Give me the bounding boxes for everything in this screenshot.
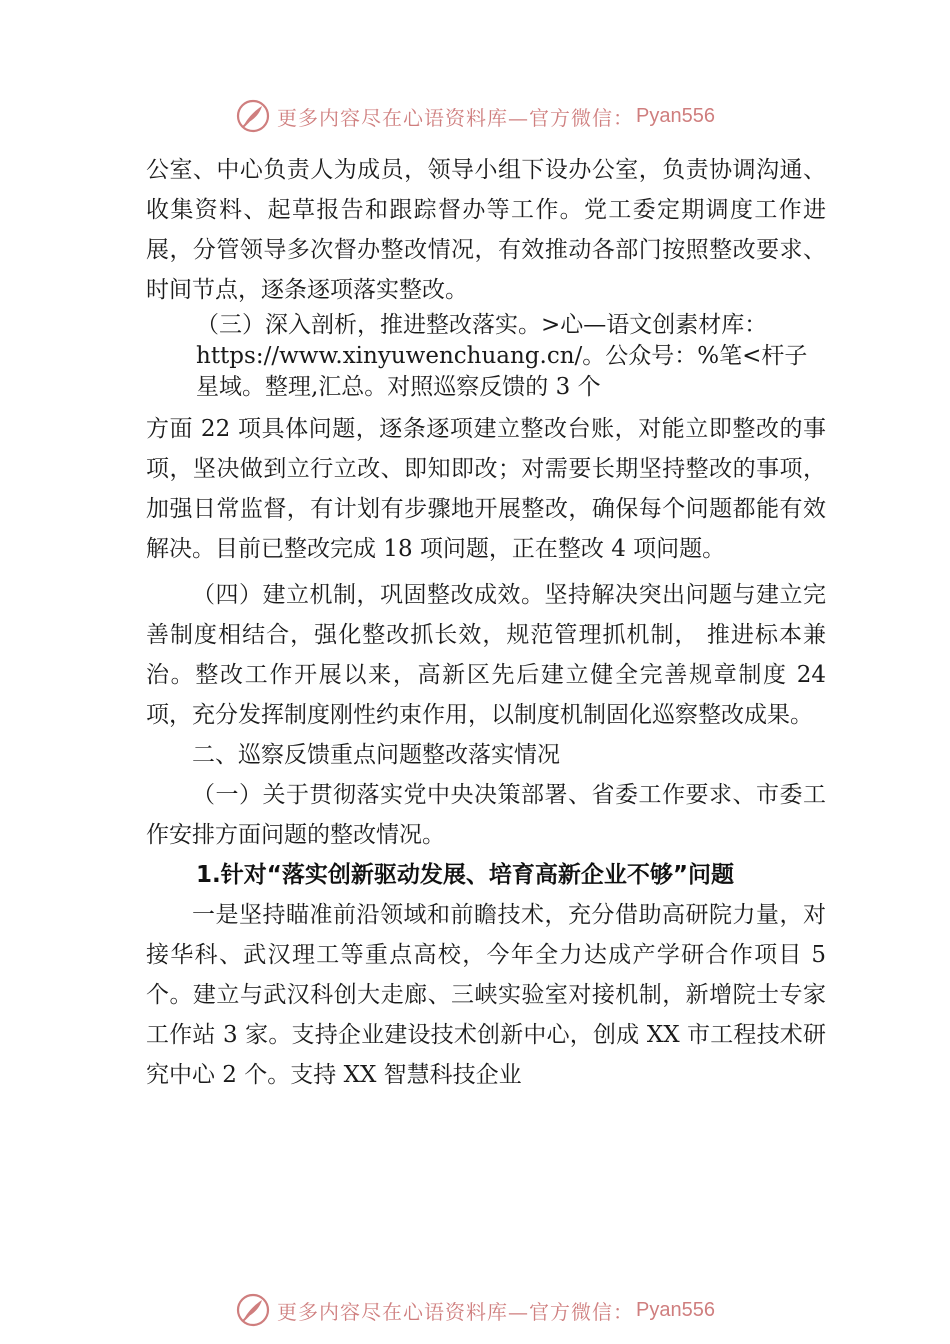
paragraph-section-three-body: 方面 22 项具体问题，逐条逐项建立整改台账，对能立即整改的事项，坚决做到立行立改、即知即改；对需要长期坚持整改的事项，加强日常监督，有计划有步骤地开展整改，确保每个问题都能有效解决。目前已整改完成 18 项问题，正在整改 4 项问题。 (146, 416, 826, 562)
paragraph-innovation-measures: 一是坚持瞄准前沿领域和前瞻技术，充分借助高研院力量，对接华科、武汉理工等重点高校，今年全力达成产学研合作项目 5 个。建立与武汉科创大走廊、三峡实验室对接机制，新增院士专家工作站 3 家。支持企业建设技术创新中心，创成 XX 市工程技术研究中心 2 个。支持 XX 智慧科技企业 (146, 902, 826, 1088)
paragraph-section-four: （四）建立机制，巩固整改成效。坚持解决突出问题与建立完善制度相结合，强化整改抓长效，规范管理抓机制， 推进标本兼治。整改工作开展以来，高新区先后建立健全完善规章制度 24 项，充分发挥制度刚性约束作用，以制度机制固化巡察整改成果。 (146, 582, 826, 728)
subsection-heading-one: （一）关于贯彻落实党中央决策部署、省委工作要求、市委工作安排方面问题的整改情况。 (146, 782, 826, 848)
quill-logo-icon (235, 98, 271, 134)
paragraph-section-three-intro: （三）深入剖析，推进整改落实。>心—语文创素材库：https://www.xinyuwenchuang.cn/。公众号：%笔<杆子星域。整理,汇总。对照巡察反馈的 3 个 (196, 312, 808, 400)
document-body (146, 150, 826, 1095)
watermark-banner-bottom (0, 1290, 950, 1330)
section-heading-two: 二、巡察反馈重点问题整改落实情况 (192, 742, 560, 768)
watermark-id: Pyan556 (636, 104, 715, 127)
watermark-text: 更多内容尽在心语资料库—官方微信： (277, 1299, 635, 1324)
quill-logo-icon (235, 1292, 271, 1328)
paragraph-leading-group: 公室、中心负责人为成员，领导小组下设办公室，负责协调沟通、收集资料、起草报告和跟踪督办等工作。党工委定期调度工作进展，分管领导多次督办整改情况，有效推动各部门按照整改要求、时间节点，逐条逐项落实整改。 (146, 157, 826, 303)
watermark-text: 更多内容尽在心语资料库—官方微信： (277, 105, 635, 130)
watermark-banner-top (0, 96, 950, 136)
watermark-id: Pyan556 (636, 1298, 715, 1321)
bold-heading-innovation: 1.针对“落实创新驱动发展、培育高新企业不够”问题 (196, 862, 734, 888)
